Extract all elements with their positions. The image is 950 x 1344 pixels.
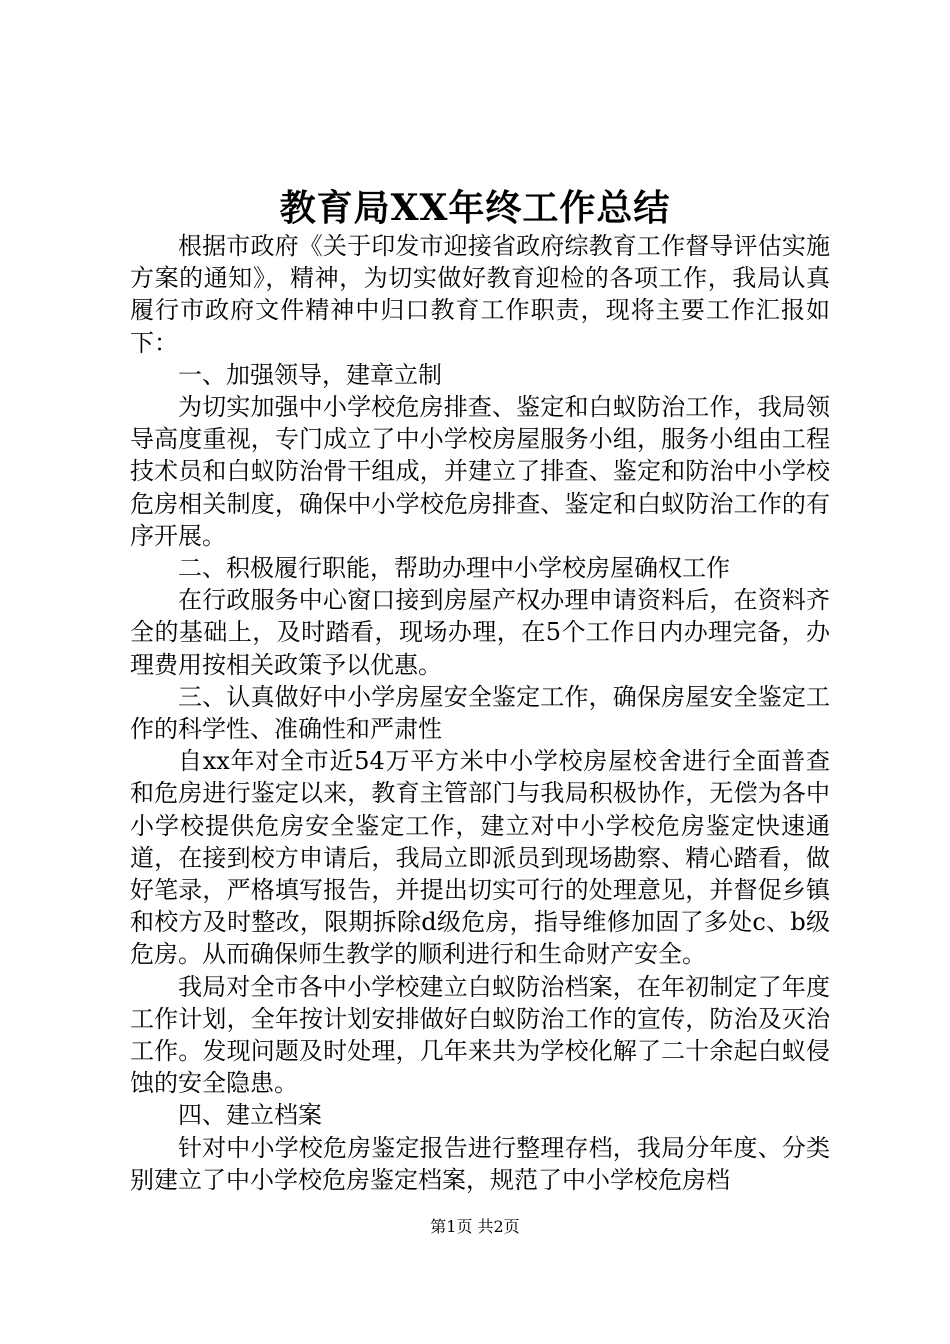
page-number-footer: 第1页 共2页	[430, 1217, 520, 1236]
paragraph-section-4: 针对中小学校危房鉴定报告进行整理存档，我局分年度、分类别建立了中小学校危房鉴定档案，规范了中小学校危房档	[130, 1133, 830, 1194]
paragraph-section-1: 为切实加强中小学校危房排查、鉴定和白蚁防治工作，我局领导高度重视，专门成立了中小学校房屋服务小组，服务小组由工程技术员和白蚁防治骨干组成，并建立了排查、鉴定和防治中小学校危房相关制度，确保中小学校危房排查、鉴定和白蚁防治工作的有序开展。	[130, 393, 830, 550]
paragraph-section-3b: 我局对全市各中小学校建立白蚁防治档案，在年初制定了年度工作计划，全年按计划安排做好白蚁防治工作的宣传，防治及灭治工作。发现问题及时处理，几年来共为学校化解了二十余起白蚁侵蚀的安全隐患。	[130, 972, 830, 1098]
document-body	[130, 230, 830, 1196]
paragraph-section-3: 自xx年对全市近54万平方米中小学校房屋校舍进行全面普查和危房进行鉴定以来，教育主管部门与我局积极协作，无偿为各中小学校提供危房安全鉴定工作，建立对中小学校危房鉴定快速通道，在接到校方申请后，我局立即派员到现场勘察、精心踏看，做好笔录，严格填写报告，并提出切实可行的处理意见，并督促乡镇和校方及时整改，限期拆除d级危房，指导维修加固了多处c、b级危房。从而确保师生教学的顺利进行和生命财产安全。	[130, 747, 830, 969]
paragraph-intro: 根据市政府《关于印发市迎接省政府综教育工作督导评估实施方案的通知》，精神，为切实做好教育迎检的各项工作，我局认真履行市政府文件精神中归口教育工作职责，现将主要工作汇报如下：	[130, 232, 830, 357]
section-heading-1: 一、加强领导，建章立制	[178, 360, 442, 389]
paragraph-section-2: 在行政服务中心窗口接到房屋产权办理申请资料后，在资料齐全的基础上，及时踏看，现场办理，在5个工作日内办理完备，办理费用按相关政策予以优惠。	[130, 586, 830, 679]
document-title: 教育局XX年终工作总结	[279, 187, 671, 229]
section-heading-4: 四、建立档案	[178, 1101, 322, 1130]
section-heading-3: 三、认真做好中小学房屋安全鉴定工作，确保房屋安全鉴定工作的科学性、准确性和严肃性	[130, 682, 830, 744]
section-heading-2: 二、积极履行职能，帮助办理中小学校房屋确权工作	[178, 554, 730, 583]
